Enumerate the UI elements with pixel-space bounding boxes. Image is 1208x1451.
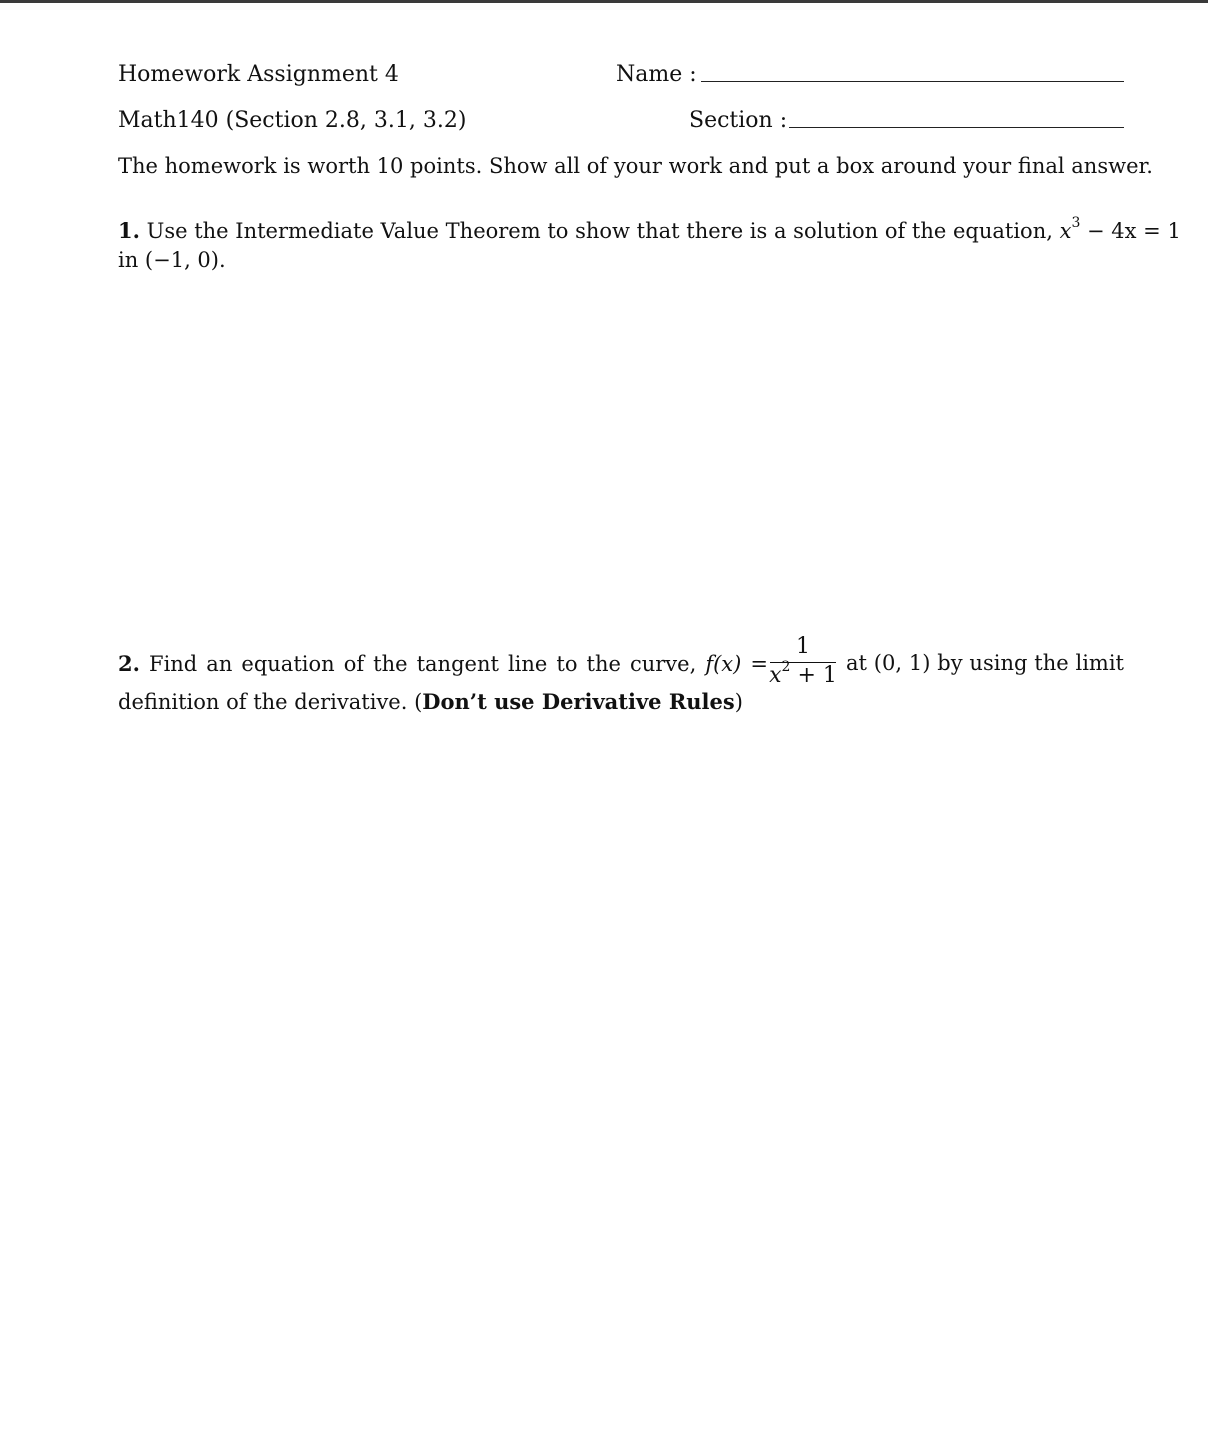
assignment-title: Homework Assignment 4 — [118, 62, 399, 87]
top-border — [0, 0, 1208, 3]
problem-1-number: 1. — [118, 218, 140, 243]
name-label: Name : — [616, 62, 697, 87]
problem-2-warning: Don’t use Derivative Rules — [422, 689, 735, 714]
fraction-denominator: $x^2 + 1$ — [769, 658, 837, 688]
problem-2-line-1-left — [118, 651, 768, 676]
problem-1-equation: $x^3 - 4x = 1$ — [1059, 215, 1181, 243]
fraction-numerator: 1 — [796, 634, 810, 659]
name-blank-line[interactable] — [701, 81, 1124, 82]
problem-1-line-1 — [118, 215, 1181, 243]
problem-1-text: Use the Intermediate Value Theorem to show that there is a solution of the equation, — [146, 219, 1053, 243]
section-label: Section : — [689, 108, 788, 133]
problem-2-fraction — [768, 634, 838, 688]
instructions: The homework is worth 10 points. Show all of your work and put a box around your final answer. — [118, 154, 1153, 178]
problem-2-line-2: definition of the derivative. (Don’t use Derivative Rules) — [118, 689, 743, 714]
problem-2-function: f(x) = — [705, 652, 768, 676]
problem-1-line-2: in (−1, 0). — [118, 248, 226, 272]
course-info: Math140 (Section 2.8, 3.1, 3.2) — [118, 108, 467, 133]
problem-2-text: Find an equation of the tangent line to the curve, — [149, 652, 697, 676]
problem-2-number: 2. — [118, 651, 140, 676]
section-blank-line[interactable] — [789, 127, 1124, 128]
problem-2-line-1-right: at (0, 1) by using the limit — [846, 651, 1124, 675]
